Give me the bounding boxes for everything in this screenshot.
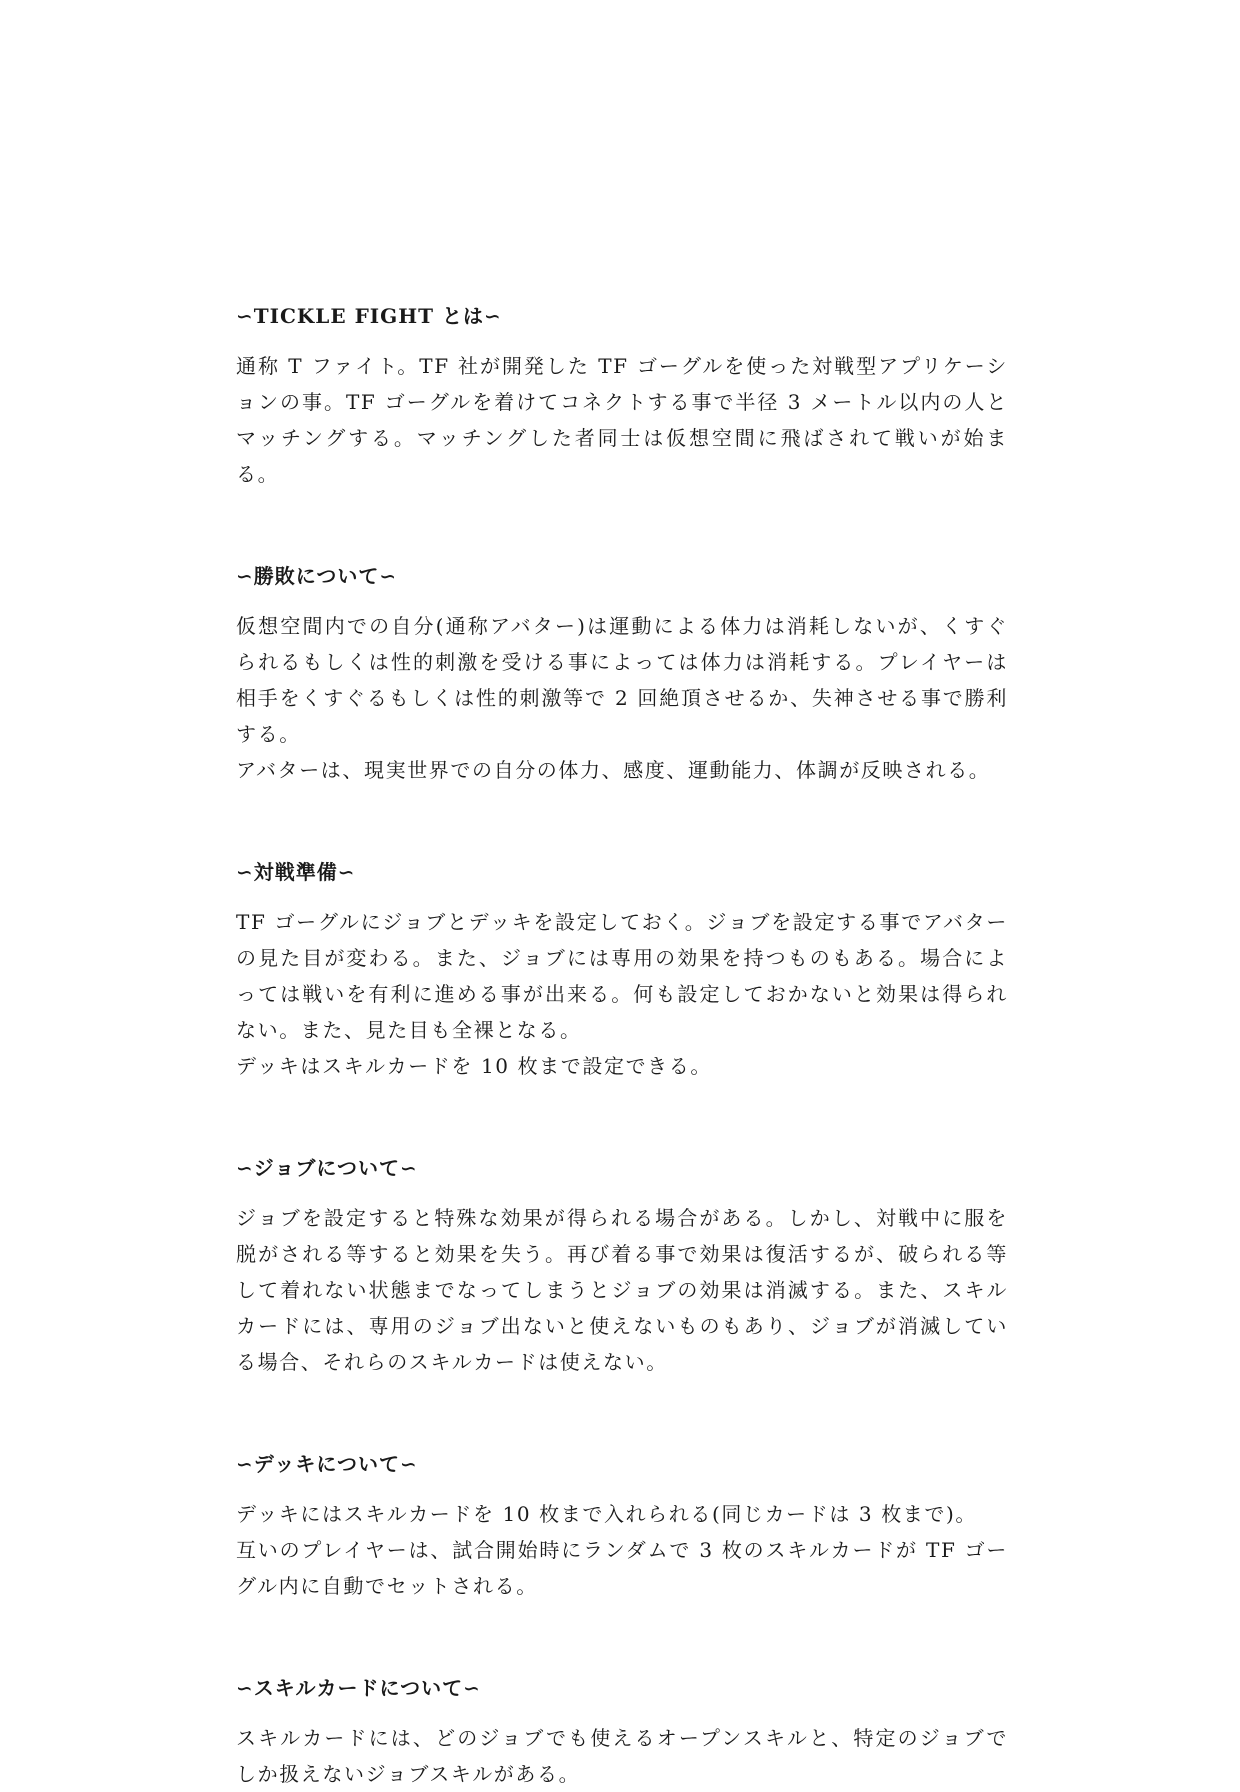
- section-tickle-fight: [236, 300, 1008, 492]
- section-heading: ∽ジョブについて∽: [236, 1156, 418, 1180]
- section-spacer: [236, 788, 1008, 856]
- paragraph: デッキにはスキルカードを 10 枚まで入れられる(同じカードは 3 枚まで)。: [236, 1502, 978, 1526]
- section-heading: ∽TICKLE FIGHT とは∽: [236, 304, 502, 328]
- paragraph: スキルカードには、どのジョブでも使えるオープンスキルと、特定のジョブでしか扱えないジョブスキルがある。: [236, 1726, 1008, 1786]
- paragraph: デッキはスキルカードを 10 枚まで設定できる。: [236, 1054, 712, 1078]
- paragraph: 互いのプレイヤーは、試合開始時にランダムで 3 枚のスキルカードが TF ゴーグル内に自動でセットされる。: [236, 1538, 1008, 1598]
- paragraph: アバターは、現実世界での自分の体力、感度、運動能力、体調が反映される。: [236, 758, 991, 782]
- section-heading: ∽勝敗について∽: [236, 564, 398, 588]
- paragraph: 仮想空間内での自分(通称アバター)は運動による体力は消耗しないが、くすぐられるもしくは性的刺激を受ける事によっては体力は消耗する。プレイヤーは相手をくすぐるもしくは性的刺激等で 2 回絶頂させるか、失神させる事で勝利する。: [236, 614, 1008, 746]
- section-spacer: [236, 1380, 1008, 1448]
- section-victory: [236, 560, 1008, 788]
- section-spacer: [236, 1604, 1008, 1672]
- paragraph: 通称 T ファイト。TF 社が開発した TF ゴーグルを使った対戦型アプリケーションの事。TF ゴーグルを着けてコネクトする事で半径 3 メートル以内の人とマッチングする。マッチングした者同士は仮想空間に飛ばされて戦いが始まる。: [236, 354, 1008, 486]
- section-skill-card: [236, 1672, 1008, 1792]
- section-spacer: [236, 1084, 1008, 1152]
- paragraph: ジョブを設定すると特殊な効果が得られる場合がある。しかし、対戦中に服を脱がされる等すると効果を失う。再び着る事で効果は復活するが、破られる等して着れない状態までなってしまうとジョブの効果は消滅する。また、スキルカードには、専用のジョブ出ないと使えないものもあり、ジョブが消滅している場合、それらのスキルカードは使えない。: [236, 1206, 1008, 1374]
- section-heading: ∽スキルカードについて∽: [236, 1676, 481, 1700]
- section-job: [236, 1152, 1008, 1380]
- section-heading: ∽対戦準備∽: [236, 860, 356, 884]
- section-preparation: [236, 856, 1008, 1084]
- section-heading: ∽デッキについて∽: [236, 1452, 418, 1476]
- section-deck: [236, 1448, 1008, 1604]
- section-spacer: [236, 492, 1008, 560]
- document-page: [236, 300, 1008, 1792]
- paragraph: TF ゴーグルにジョブとデッキを設定しておく。ジョブを設定する事でアバターの見た目が変わる。また、ジョブには専用の効果を持つものもある。場合によっては戦いを有利に進める事が出来る。何も設定しておかないと効果は得られない。また、見た目も全裸となる。: [236, 910, 1008, 1042]
